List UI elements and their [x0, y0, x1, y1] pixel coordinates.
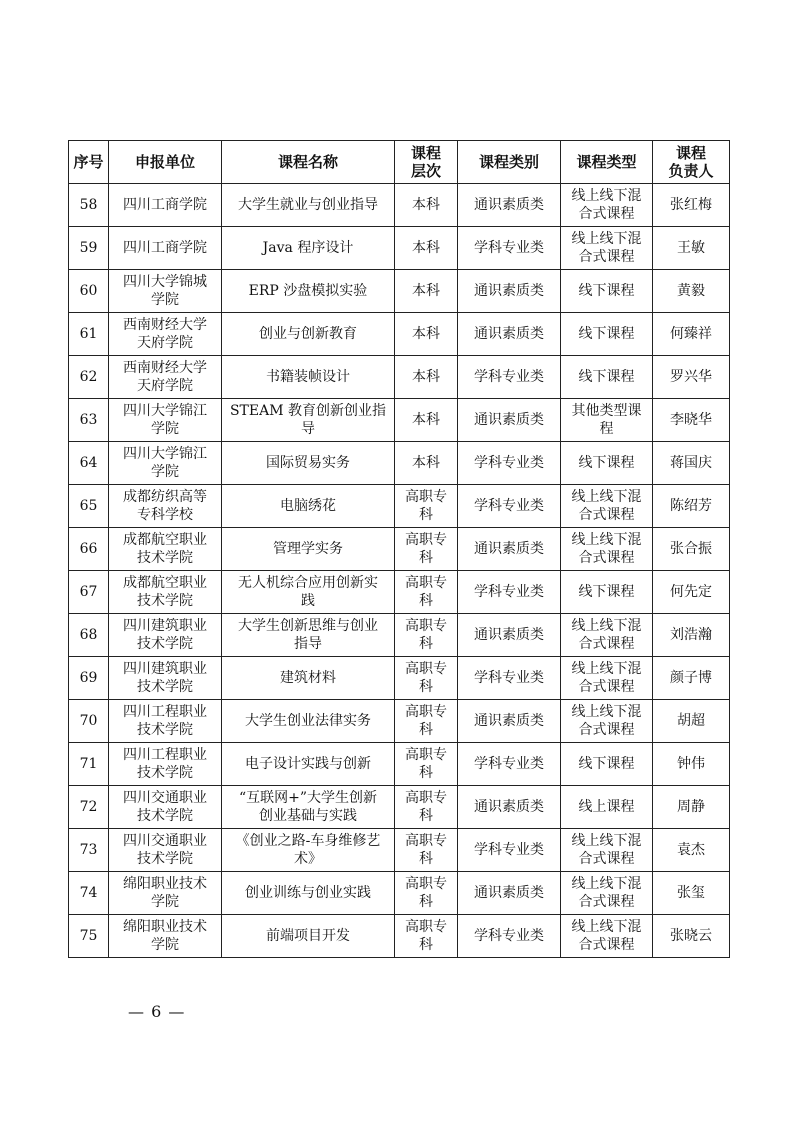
cell-owner: 张合振 [653, 528, 730, 571]
cell-course-name: 大学生创业法律实务 [222, 700, 395, 743]
table-row [69, 485, 730, 528]
cell-owner: 蒋国庆 [653, 442, 730, 485]
cell-unit: 成都航空职业 技术学院 [109, 571, 222, 614]
cell-course-name: 大学生就业与创业指导 [222, 184, 395, 227]
table-header-row [69, 141, 730, 184]
cell-course-name: 创业训练与创业实践 [222, 872, 395, 915]
cell-seq: 69 [69, 657, 109, 700]
cell-seq: 64 [69, 442, 109, 485]
cell-type: 线上线下混 合式课程 [561, 227, 653, 270]
table-row [69, 313, 730, 356]
table-row [69, 442, 730, 485]
cell-owner: 刘浩瀚 [653, 614, 730, 657]
table-row [69, 270, 730, 313]
cell-seq: 70 [69, 700, 109, 743]
cell-unit: 成都航空职业 技术学院 [109, 528, 222, 571]
cell-category: 学科专业类 [458, 657, 561, 700]
cell-course-name: 电子设计实践与创新 [222, 743, 395, 786]
header-owner: 课程 负责人 [653, 141, 730, 184]
cell-seq: 63 [69, 399, 109, 442]
cell-level: 本科 [395, 270, 458, 313]
header-unit: 申报单位 [109, 141, 222, 184]
cell-course-name: 创业与创新教育 [222, 313, 395, 356]
table-row [69, 184, 730, 227]
table-row [69, 399, 730, 442]
cell-level: 本科 [395, 313, 458, 356]
table-body [69, 184, 730, 958]
cell-category: 通识素质类 [458, 184, 561, 227]
cell-owner: 陈绍芳 [653, 485, 730, 528]
course-table [68, 140, 730, 958]
cell-seq: 67 [69, 571, 109, 614]
cell-seq: 60 [69, 270, 109, 313]
cell-seq: 72 [69, 786, 109, 829]
cell-level: 高职专 科 [395, 657, 458, 700]
cell-type: 线上线下混 合式课程 [561, 528, 653, 571]
cell-seq: 59 [69, 227, 109, 270]
cell-owner: 袁杰 [653, 829, 730, 872]
header-category: 课程类别 [458, 141, 561, 184]
cell-course-name: ERP 沙盘模拟实验 [222, 270, 395, 313]
cell-seq: 58 [69, 184, 109, 227]
cell-unit: 四川交通职业 技术学院 [109, 829, 222, 872]
cell-category: 学科专业类 [458, 743, 561, 786]
cell-owner: 李晓华 [653, 399, 730, 442]
cell-course-name: “互联网+”大学生创新 创业基础与实践 [222, 786, 395, 829]
cell-level: 高职专 科 [395, 571, 458, 614]
cell-type: 线下课程 [561, 442, 653, 485]
cell-type: 线下课程 [561, 571, 653, 614]
cell-course-name: 管理学实务 [222, 528, 395, 571]
table-row [69, 571, 730, 614]
header-seq: 序号 [69, 141, 109, 184]
cell-level: 高职专 科 [395, 829, 458, 872]
cell-course-name: 大学生创新思维与创业 指导 [222, 614, 395, 657]
cell-seq: 66 [69, 528, 109, 571]
cell-type: 线下课程 [561, 270, 653, 313]
cell-seq: 73 [69, 829, 109, 872]
cell-type: 线上线下混 合式课程 [561, 829, 653, 872]
cell-category: 通识素质类 [458, 528, 561, 571]
cell-course-name: 前端项目开发 [222, 915, 395, 958]
cell-course-name: Java 程序设计 [222, 227, 395, 270]
table-row [69, 356, 730, 399]
cell-unit: 四川大学锦城 学院 [109, 270, 222, 313]
cell-category: 通识素质类 [458, 270, 561, 313]
cell-type: 线下课程 [561, 743, 653, 786]
cell-category: 通识素质类 [458, 614, 561, 657]
cell-course-name: 电脑绣花 [222, 485, 395, 528]
cell-type: 线上线下混 合式课程 [561, 485, 653, 528]
cell-category: 通识素质类 [458, 399, 561, 442]
cell-unit: 四川工商学院 [109, 184, 222, 227]
table-row [69, 528, 730, 571]
cell-level: 高职专 科 [395, 872, 458, 915]
cell-level: 高职专 科 [395, 915, 458, 958]
cell-owner: 周静 [653, 786, 730, 829]
cell-type: 线下课程 [561, 313, 653, 356]
table-row [69, 657, 730, 700]
cell-type: 其他类型课 程 [561, 399, 653, 442]
header-level: 课程 层次 [395, 141, 458, 184]
cell-course-name: 书籍装帧设计 [222, 356, 395, 399]
cell-seq: 68 [69, 614, 109, 657]
cell-category: 通识素质类 [458, 313, 561, 356]
header-course-name: 课程名称 [222, 141, 395, 184]
cell-category: 学科专业类 [458, 485, 561, 528]
header-type: 课程类型 [561, 141, 653, 184]
cell-unit: 四川工商学院 [109, 227, 222, 270]
cell-owner: 黄毅 [653, 270, 730, 313]
cell-category: 学科专业类 [458, 356, 561, 399]
cell-level: 高职专 科 [395, 614, 458, 657]
cell-unit: 西南财经大学 天府学院 [109, 356, 222, 399]
cell-owner: 张玺 [653, 872, 730, 915]
table-row [69, 743, 730, 786]
cell-course-name: STEAM 教育创新创业指导 [222, 399, 395, 442]
table-row [69, 872, 730, 915]
cell-type: 线上线下混 合式课程 [561, 700, 653, 743]
cell-category: 学科专业类 [458, 571, 561, 614]
cell-seq: 74 [69, 872, 109, 915]
cell-owner: 何先定 [653, 571, 730, 614]
cell-level: 本科 [395, 442, 458, 485]
cell-seq: 75 [69, 915, 109, 958]
cell-seq: 61 [69, 313, 109, 356]
cell-level: 高职专 科 [395, 700, 458, 743]
cell-seq: 62 [69, 356, 109, 399]
cell-unit: 四川交通职业 技术学院 [109, 786, 222, 829]
cell-unit: 四川建筑职业 技术学院 [109, 657, 222, 700]
cell-owner: 王敏 [653, 227, 730, 270]
cell-unit: 四川工程职业 技术学院 [109, 743, 222, 786]
cell-unit: 绵阳职业技术 学院 [109, 872, 222, 915]
cell-category: 学科专业类 [458, 227, 561, 270]
cell-type: 线上线下混 合式课程 [561, 614, 653, 657]
cell-course-name: 无人机综合应用创新实 践 [222, 571, 395, 614]
cell-seq: 65 [69, 485, 109, 528]
cell-owner: 颜子博 [653, 657, 730, 700]
cell-unit: 四川工程职业 技术学院 [109, 700, 222, 743]
cell-owner: 何臻祥 [653, 313, 730, 356]
cell-owner: 张红梅 [653, 184, 730, 227]
cell-type: 线上线下混 合式课程 [561, 915, 653, 958]
cell-course-name: 《创业之路-车身维修艺 术》 [222, 829, 395, 872]
table-row [69, 614, 730, 657]
cell-category: 通识素质类 [458, 700, 561, 743]
page-number: — 6 — [128, 1002, 186, 1021]
cell-unit: 四川大学锦江 学院 [109, 399, 222, 442]
cell-owner: 张晓云 [653, 915, 730, 958]
cell-unit: 成都纺织高等 专科学校 [109, 485, 222, 528]
cell-level: 高职专 科 [395, 485, 458, 528]
cell-category: 学科专业类 [458, 915, 561, 958]
cell-owner: 罗兴华 [653, 356, 730, 399]
cell-owner: 胡超 [653, 700, 730, 743]
cell-category: 学科专业类 [458, 829, 561, 872]
cell-type: 线上线下混 合式课程 [561, 184, 653, 227]
cell-unit: 四川建筑职业 技术学院 [109, 614, 222, 657]
cell-course-name: 建筑材料 [222, 657, 395, 700]
cell-level: 高职专 科 [395, 528, 458, 571]
cell-level: 本科 [395, 227, 458, 270]
cell-level: 本科 [395, 184, 458, 227]
cell-seq: 71 [69, 743, 109, 786]
cell-category: 学科专业类 [458, 442, 561, 485]
cell-unit: 西南财经大学 天府学院 [109, 313, 222, 356]
table-row [69, 915, 730, 958]
cell-type: 线上线下混 合式课程 [561, 872, 653, 915]
cell-type: 线下课程 [561, 356, 653, 399]
table-row [69, 700, 730, 743]
cell-owner: 钟伟 [653, 743, 730, 786]
cell-level: 本科 [395, 399, 458, 442]
cell-course-name: 国际贸易实务 [222, 442, 395, 485]
cell-category: 通识素质类 [458, 872, 561, 915]
cell-level: 高职专 科 [395, 743, 458, 786]
table-row [69, 786, 730, 829]
cell-category: 通识素质类 [458, 786, 561, 829]
table-row [69, 227, 730, 270]
cell-type: 线上线下混 合式课程 [561, 657, 653, 700]
cell-level: 高职专 科 [395, 786, 458, 829]
cell-unit: 绵阳职业技术 学院 [109, 915, 222, 958]
table-row [69, 829, 730, 872]
cell-type: 线上课程 [561, 786, 653, 829]
cell-unit: 四川大学锦江 学院 [109, 442, 222, 485]
cell-level: 本科 [395, 356, 458, 399]
